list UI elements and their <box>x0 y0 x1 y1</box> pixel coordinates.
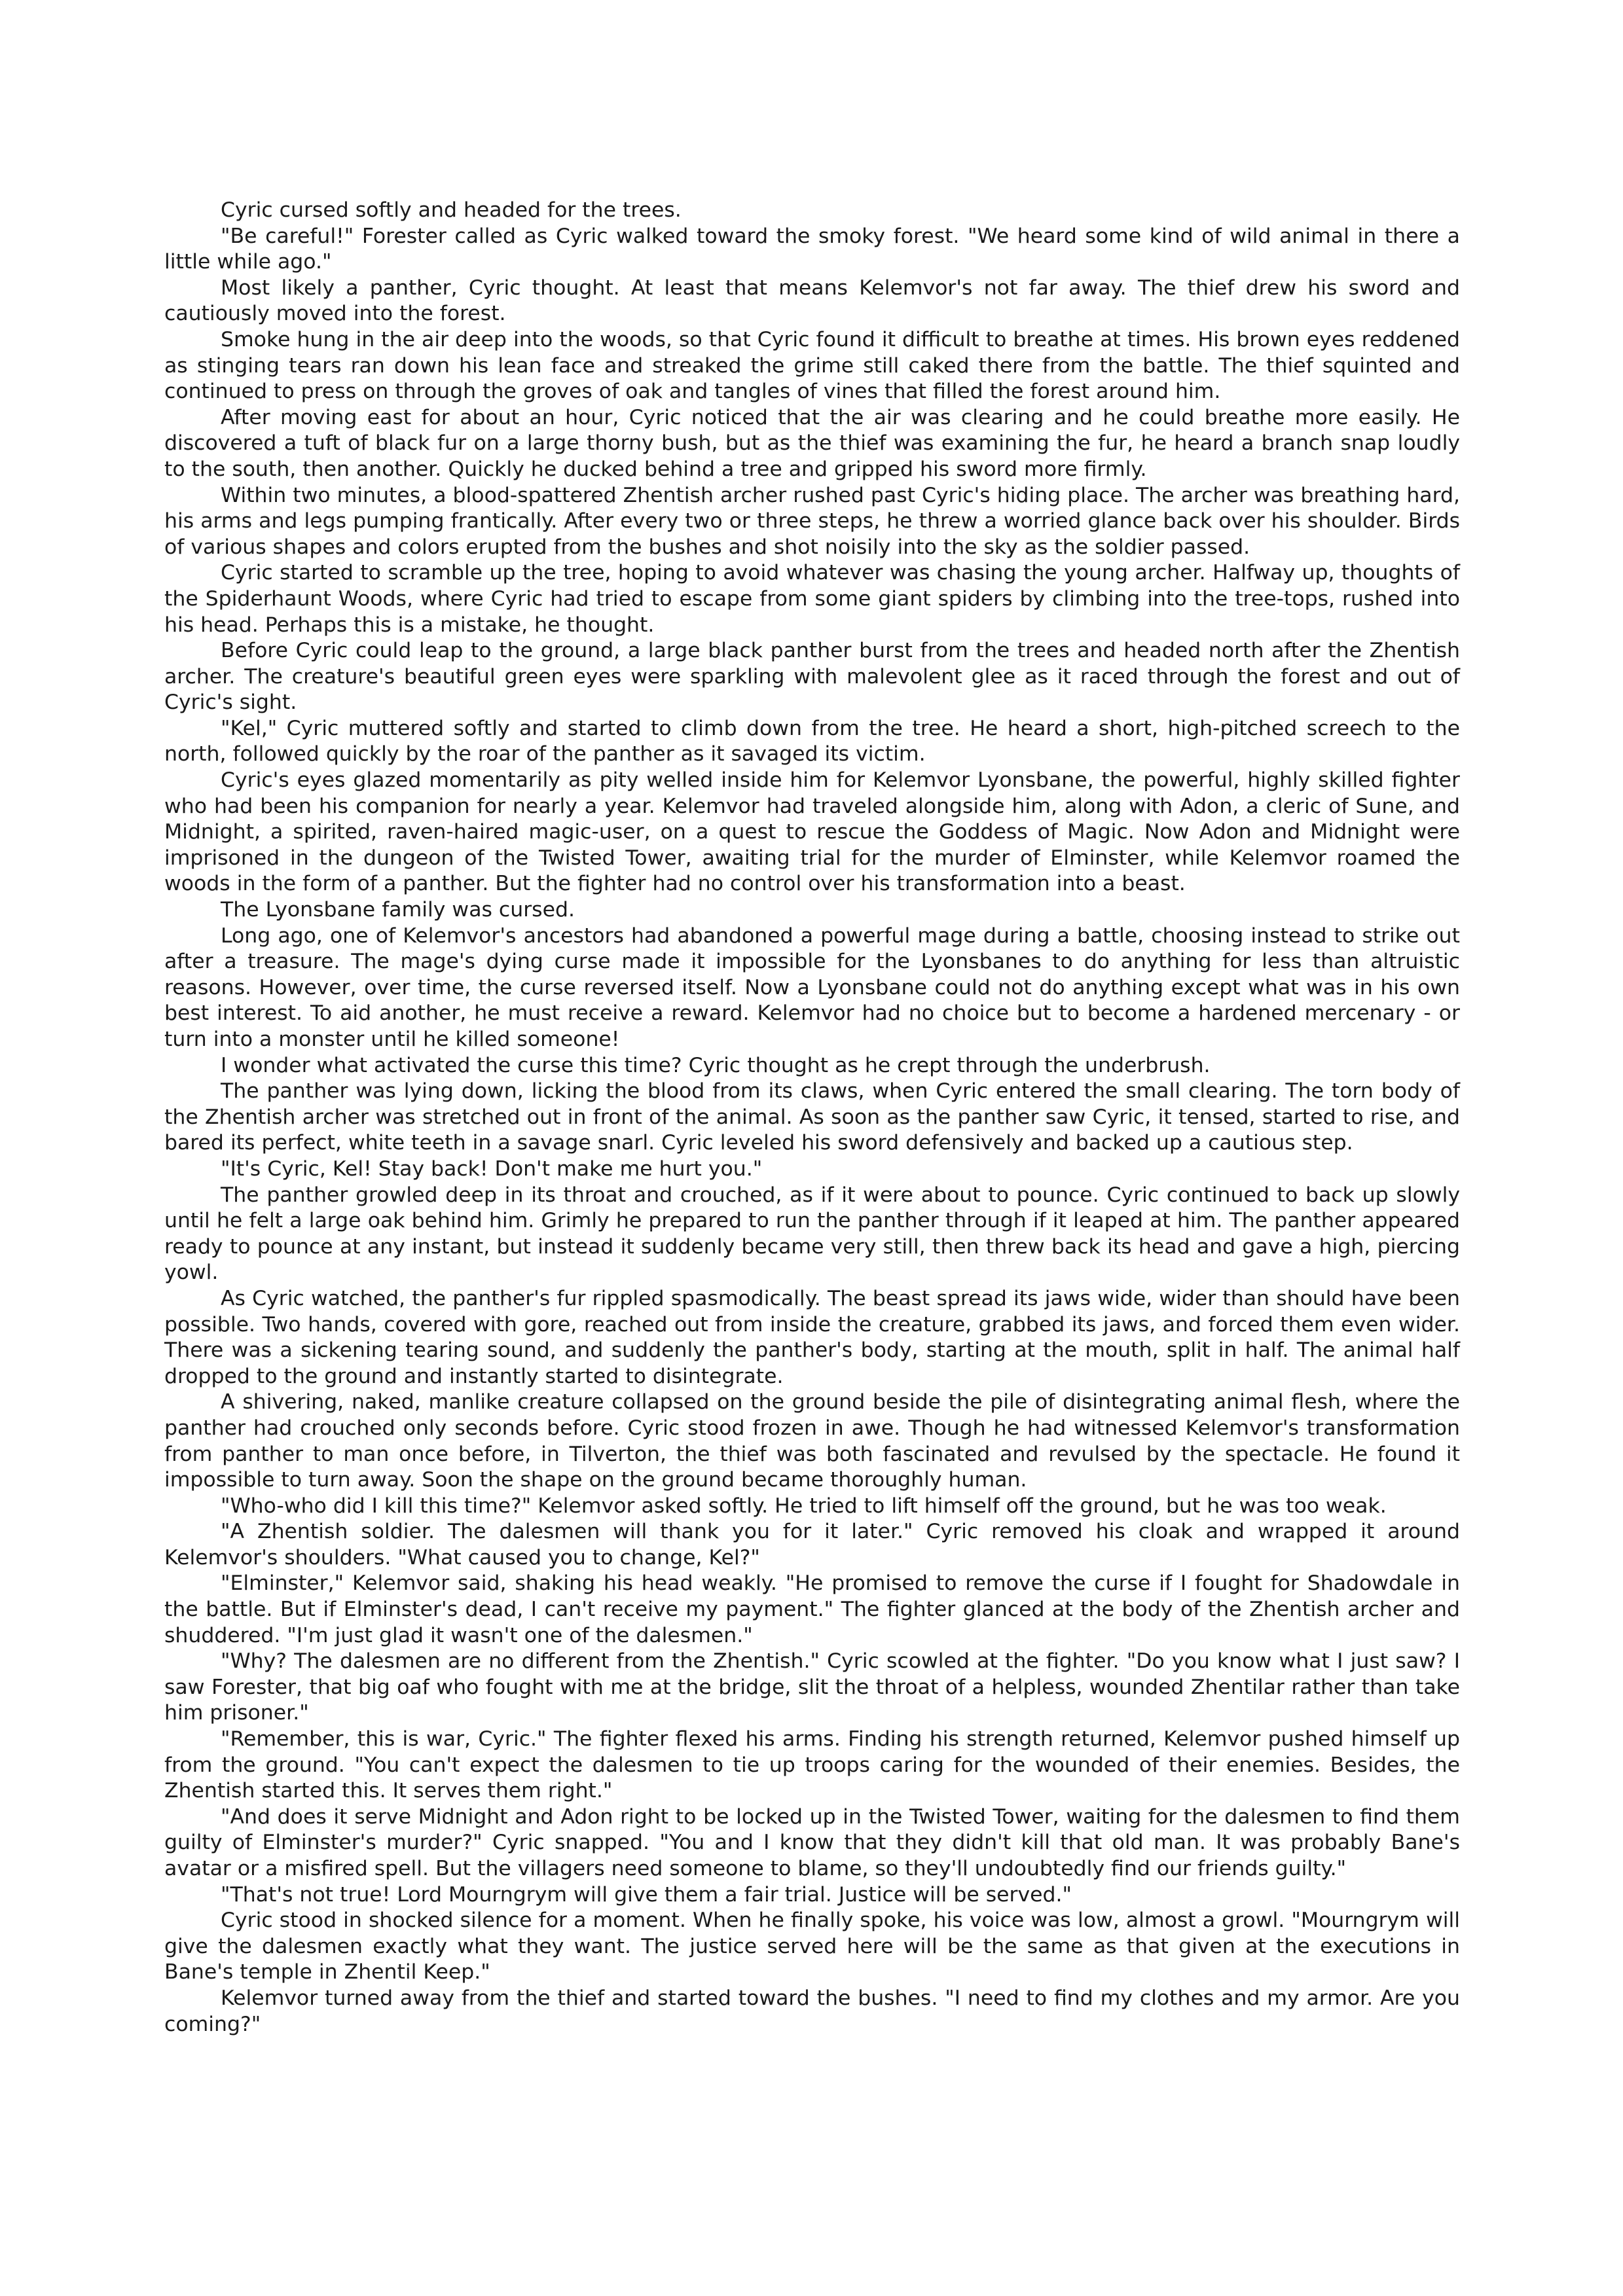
paragraph: The panther growled deep in its throat and crouched, as if it were about to pounce. Cyric continued to back up slowly until he felt a large oak behind him. Grimly he prepared to run the panther through if it leaped at him. The panther appeared ready to pounce at any instant, but instead it suddenly became very still, then threw back its head and gave a high, piercing yowl. <box>164 1183 1460 1285</box>
paragraph: "That's not true! Lord Mourngrym will give them a fair trial. Justice will be served." <box>221 1882 1072 1907</box>
paragraph: The panther was lying down, licking the blood from its claws, when Cyric entered the small clearing. The torn body of the Zhentish archer was stretched out in front of the animal. As soon as the panther saw Cyric, it tensed, started to rise, and bared its perfect, white teeth in a savage snarl. Cyric leveled his sword defensively and backed up a cautious step. <box>164 1079 1460 1155</box>
paragraph: Long ago, one of Kelemvor's ancestors had abandoned a powerful mage during a battle, choosing instead to strike out after a treasure. The mage's dying curse made it impossible for the Lyonsbanes to do anything for less than altruistic reasons. However, over time, the curse reversed itself. Now a Lyonsbane could not do anything except what was in his own best interest. To aid another, he must receive a reward. Kelemvor had no choice but to become a hardened mercenary - or turn into a monster until he killed someone! <box>164 924 1460 1051</box>
paragraph: "And does it serve Midnight and Adon right to be locked up in the Twisted Tower, waiting for the dalesmen to find them guilty of Elminster's murder?" Cyric snapped. "You and I know that they didn't kill that old man. It was probably Bane's avatar or a misfired spell. But the villagers need someone to blame, so they'll undoubtedly find our friends guilty." <box>164 1804 1460 1880</box>
paragraph: "Why? The dalesmen are no different from the Zhentish." Cyric scowled at the fighter. "Do you know what I just saw? I saw Forester, that big oaf who fought with me at the bridge, slit the throat of a helpless, wounded Zhentilar rather than take him prisoner." <box>164 1649 1460 1725</box>
paragraph: "Who-who did I kill this time?" Kelemvor asked softly. He tried to lift himself off the ground, but he was too weak. <box>221 1494 1387 1518</box>
paragraph: Within two minutes, a blood-spattered Zhentish archer rushed past Cyric's hiding place. The archer was breathing hard, his arms and legs pumping frantically. After every two or three steps, he threw a worried glance back over his shoulder. Birds of various shapes and colors erupted from the bushes and shot noisily into the sky as the soldier passed. <box>164 483 1460 559</box>
paragraph: "Kel," Cyric muttered softly and started to climb down from the tree. He heard a short, high-pitched screech to the north, followed quickly by the roar of the panther as it savaged its victim. <box>164 716 1460 766</box>
paragraph: Cyric cursed softly and headed for the trees. <box>221 198 682 222</box>
paragraph: "Remember, this is war, Cyric." The fighter flexed his arms. Finding his strength returned, Kelemvor pushed himself up from the ground. "You can't expect the dalesmen to tie up troops caring for the wounded of their enemies. Besides, the Zhentish started this. It serves them right." <box>164 1727 1460 1803</box>
paragraph: Cyric stood in shocked silence for a moment. When he finally spoke, his voice was low, almost a growl. "Mourngrym will give the dalesmen exactly what they want. The justice served here will be the same as that given at the executions in Bane's temple in Zhentil Keep." <box>164 1909 1460 1984</box>
paragraph: I wonder what activated the curse this time? Cyric thought as he crept through the underbrush. <box>221 1053 1211 1077</box>
paragraph: As Cyric watched, the panther's fur rippled spasmodically. The beast spread its jaws wide, wider than should have been possible. Two hands, covered with gore, reached out from inside the creature, grabbed its jaws, and forced them even wider. There was a sickening tearing sound, and suddenly the panther's body, starting at the mouth, split in half. The animal half dropped to the ground and instantly started to disintegrate. <box>164 1286 1460 1388</box>
paragraph: "Elminster," Kelemvor said, shaking his head weakly. "He promised to remove the curse if I fought for Shadowdale in the battle. But if Elminster's dead, I can't receive my payment." The fighter glanced at the body of the Zhentish archer and shuddered. "I'm just glad it wasn't one of the dalesmen." <box>164 1571 1460 1647</box>
paragraph: A shivering, naked, manlike creature collapsed on the ground beside the pile of disintegrating animal flesh, where the panther had crouched only seconds before. Cyric stood frozen in awe. Though he had witnessed Kelemvor's transformation from panther to man once before, in Tilverton, the thief was both fascinated and revulsed by the spectacle. He found it impossible to turn away. Soon the shape on the ground became thoroughly human. <box>164 1390 1460 1492</box>
paragraph: "A Zhentish soldier. The dalesmen will thank you for it later." Cyric removed his cloak and wrapped it around Kelemvor's shoulders. "What caused you to change, Kel?" <box>164 1520 1460 1570</box>
paragraph: Before Cyric could leap to the ground, a large black panther burst from the trees and headed north after the Zhentish archer. The creature's beautiful green eyes were sparkling with malevolent glee as it raced through the forest and out of Cyric's sight. <box>164 639 1460 715</box>
paragraph: Smoke hung in the air deep into the woods, so that Cyric found it difficult to breathe at times. His brown eyes reddened as stinging tears ran down his lean face and streaked the grime still caked there from the battle. The thief squinted and continued to press on through the groves of oak and tangles of vines that filled the forest around him. <box>164 327 1460 404</box>
paragraph: After moving east for about an hour, Cyric noticed that the air was clearing and he could breathe more easily. He discovered a tuft of black fur on a large thorny bush, but as the thief was examining the fur, he heard a branch snap loudly to the south, then another. Quickly he ducked behind a tree and gripped his sword more firmly. <box>164 405 1460 481</box>
paragraph: "It's Cyric, Kel! Stay back! Don't make me hurt you." <box>221 1157 763 1181</box>
paragraph: Cyric started to scramble up the tree, hoping to avoid whatever was chasing the young archer. Halfway up, thoughts of the Spiderhaunt Woods, where Cyric had tried to escape from some giant spiders by climbing into the tree-tops, rushed into his head. Perhaps this is a mistake, he thought. <box>164 561 1460 637</box>
document-page <box>164 198 1460 2037</box>
paragraph: "Be careful!" Forester called as Cyric walked toward the smoky forest. "We heard some kind of wild animal in there a little while ago." <box>164 224 1460 274</box>
paragraph: Kelemvor turned away from the thief and started toward the bushes. "I need to find my clothes and my armor. Are you coming?" <box>164 1986 1460 2036</box>
paragraph: Most likely a panther, Cyric thought. At least that means Kelemvor's not far away. The thief drew his sword and cautiously moved into the forest. <box>164 276 1460 326</box>
paragraph: The Lyonsbane family was cursed. <box>221 898 575 922</box>
paragraph: Cyric's eyes glazed momentarily as pity welled inside him for Kelemvor Lyonsbane, the powerful, highly skilled fighter who had been his companion for nearly a year. Kelemvor had traveled alongside him, along with Adon, a cleric of Sune, and Midnight, a spirited, raven-haired magic-user, on a quest to rescue the Goddess of Magic. Now Adon and Midnight were imprisoned in the dungeon of the Twisted Tower, awaiting trial for the murder of Elminster, while Kelemvor roamed the woods in the form of a panther. But the fighter had no control over his transformation into a beast. <box>164 768 1460 896</box>
